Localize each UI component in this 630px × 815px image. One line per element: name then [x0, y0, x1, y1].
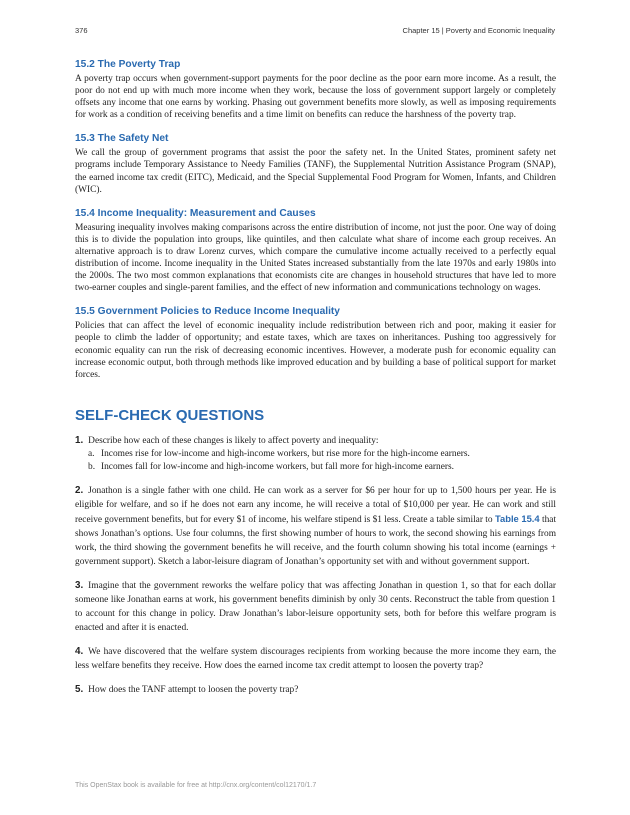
question-number: 2.: [75, 484, 84, 496]
question-text-before: Jonathon is a single father with one child. He can work as a server for $6 per hour for up to 1,500 hours per year. He is eligible for welfare, and so if he does not earn any income, he will receive a total of $10,000 per year. He can work and still receive government benefits, but for every $1 of income, his welfare stipend is $1 less. Create a table similar to: [75, 485, 556, 525]
question-text-after: that shows Jonathan’s options. Use four columns, the first showing number of hours to work, the second showing his earnings from work, the third showing the government benefits he will receive, and the fourth column showing his total income (earnings + government support). Sketch a labor-leisure diagram of Jonathan’s opportunity set with and without government support.: [75, 514, 557, 567]
section-heading-income-inequality: 15.4 Income Inequality: Measurement and Causes: [75, 207, 316, 219]
sub-question-b: [75, 461, 556, 474]
sub-text: Incomes rise for low-income and high-income workers, but rise more for the high-income earners.: [101, 448, 470, 459]
section-text-income-inequality: Measuring inequality involves making comparisons across the entire distribution of income, not just the poor. One way of doing this is to divide the population into groups, like quintiles, and then calculate what share of income each group receives. An alternative approach is to draw Lorenz curves, which compare the cumulative income actually received to a perfectly equal distribution of income. Income inequality in the United States increased substantially from the late 1970s and early 1980s into the 2000s. The two most common explanations that economists cite are changes in household structures that have led to more two-earner couples and single-parent families, and the effect of new information and communications technology on wages.: [75, 222, 556, 294]
question-3: [75, 579, 556, 635]
chapter-title: Chapter 15 | Poverty and Economic Inequality: [402, 26, 555, 35]
self-check-title: SELF-CHECK QUESTIONS: [75, 406, 265, 424]
section-text-safety-net: We call the group of government programs that assist the poor the safety net. In the United States, prominent safety net programs include Temporary Assistance to Needy Families (TANF), the Supplemental Nutrition Assistance Program (SNAP), the earned income tax credit (EITC), Medicaid, and the Special Supplemental Food Program for Women, Infants, and Children (WIC).: [75, 148, 556, 195]
sub-text: Incomes fall for low-income and high-income workers, but fall more for high-income earners.: [101, 461, 455, 472]
table-link[interactable]: Table 15.4: [494, 512, 540, 524]
question-4: [75, 645, 556, 673]
page-content: [75, 59, 556, 707]
page-header: [75, 26, 555, 38]
section-text-poverty-trap: A poverty trap occurs when government-support payments for the poor decline as the poor earn more income. As a result, the poor do not end up with much more income when they work, because the loss of government support largely or completely offsets any income that one earns by working. Phasing out government benefits more slowly, as well as imposing requirements for work as a condition of receiving benefits and a time limit on benefits can reduce the harshness of the poverty trap.: [75, 74, 556, 121]
page-footer: This OpenStax book is available for free at http://cnx.org/content/col12170/1.7: [75, 782, 317, 789]
section-heading-poverty-trap: 15.2 The Poverty Trap: [75, 59, 181, 70]
question-5: [75, 683, 556, 697]
question-number: 3.: [75, 579, 84, 591]
question-number: 5.: [75, 683, 84, 695]
page-number: 376: [75, 26, 88, 35]
question-number: 1.: [75, 434, 84, 446]
question-text: Imagine that the government reworks the welfare policy that was affecting Jonathan in question 1, so that for each dollar someone like Jonathan earns at work, his government benefits diminish by only 30 cents. Reconstruct the table from question 1 to account for this change in policy. Draw Jonathan’s labor-leisure opportunity sets, both for before this welfare program is enacted and after it is enacted.: [75, 580, 556, 633]
sub-letter: b.: [88, 461, 96, 472]
question-1: [75, 434, 556, 474]
sub-letter: a.: [88, 448, 95, 459]
section-heading-safety-net: 15.3 The Safety Net: [75, 133, 169, 145]
sub-question-a: [75, 448, 556, 461]
question-text: We have discovered that the welfare system discourages recipients from working because the more income they earn, the less welfare benefits they receive. How does the earned income tax credit attempt to loosen the poverty trap?: [75, 646, 556, 671]
question-number: 4.: [75, 645, 84, 657]
section-heading-government-policies: 15.5 Government Policies to Reduce Income Inequality: [75, 306, 340, 318]
section-text-government-policies: Policies that can affect the level of economic inequality include redistribution between rich and poor, making it easier for people to climb the ladder of opportunity; and estate taxes, which are taxes on inheritances. Pushing too aggressively for economic equality can run the risk of decreasing economic incentives. However, a moderate push for economic equality can increase economic output, both through methods like improved education and by building a base of political support for market forces.: [75, 321, 556, 380]
question-text: Describe how each of these changes is likely to affect poverty and inequality:: [88, 435, 379, 446]
question-text: How does the TANF attempt to loosen the poverty trap?: [88, 684, 299, 695]
question-2: [75, 484, 556, 569]
